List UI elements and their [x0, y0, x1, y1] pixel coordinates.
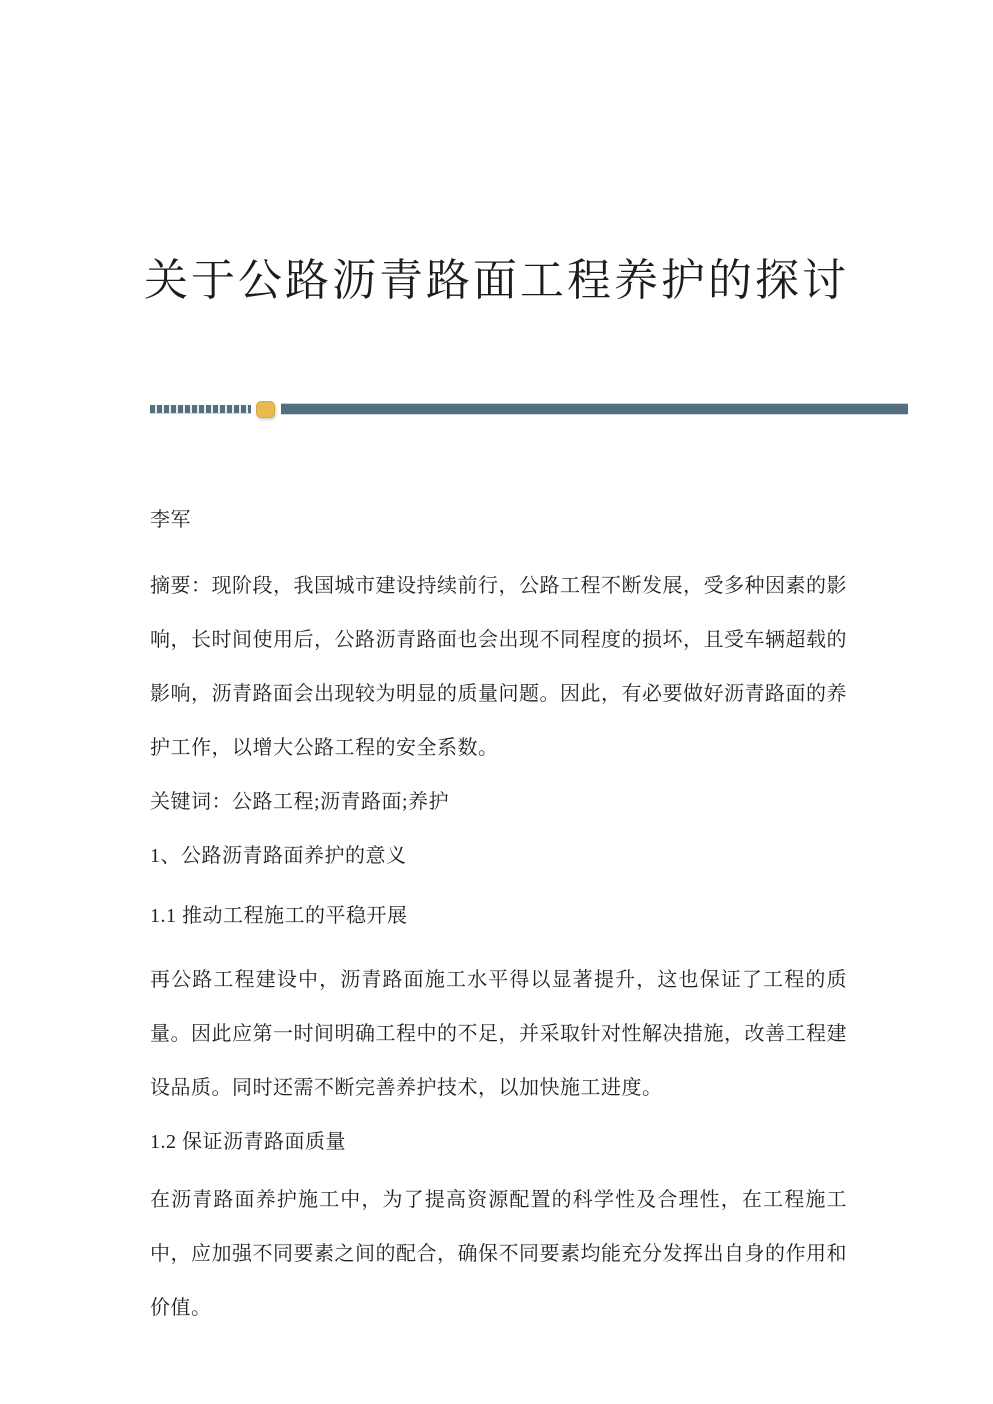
author-line: 李军: [150, 509, 191, 531]
paragraph-1-1: 再公路工程建设中，沥青路面施工水平得以显著提升，这也保证了工程的质量。因此应第一时间明确工程中的不足，并采取针对性解决措施，改善工程建设品质。同时还需不断完善养护技术，以加快施工进度。: [150, 969, 847, 1099]
divider-bar: [281, 404, 908, 414]
article-body: [150, 493, 847, 1335]
section-divider: [150, 400, 908, 418]
paragraph-1-2: 在沥青路面养护施工中，为了提高资源配置的科学性及合理性，在工程施工中，应加强不同要素之间的配合，确保不同要素均能充分发挥出自身的作用和价值。: [150, 1189, 847, 1319]
keywords-line: 关键词：公路工程;沥青路面;养护: [150, 791, 450, 813]
heading-1-1: 1.1 推动工程施工的平稳开展: [150, 905, 408, 927]
heading-1: 1、公路沥青路面养护的意义: [150, 845, 407, 867]
heading-1-2: 1.2 保证沥青路面质量: [150, 1131, 346, 1153]
abstract-paragraph: 摘要：现阶段，我国城市建设持续前行，公路工程不断发展，受多种因素的影响，长时间使用后，公路沥青路面也会出现不同程度的损坏，且受车辆超载的影响，沥青路面会出现较为明显的质量问题。因此，有必要做好沥青路面的养护工作，以增大公路工程的安全系数。: [150, 575, 847, 759]
divider-dash-segment: [150, 405, 251, 413]
divider-dot: [256, 401, 275, 418]
document-title: 关于公路沥青路面工程养护的探讨: [144, 256, 849, 306]
